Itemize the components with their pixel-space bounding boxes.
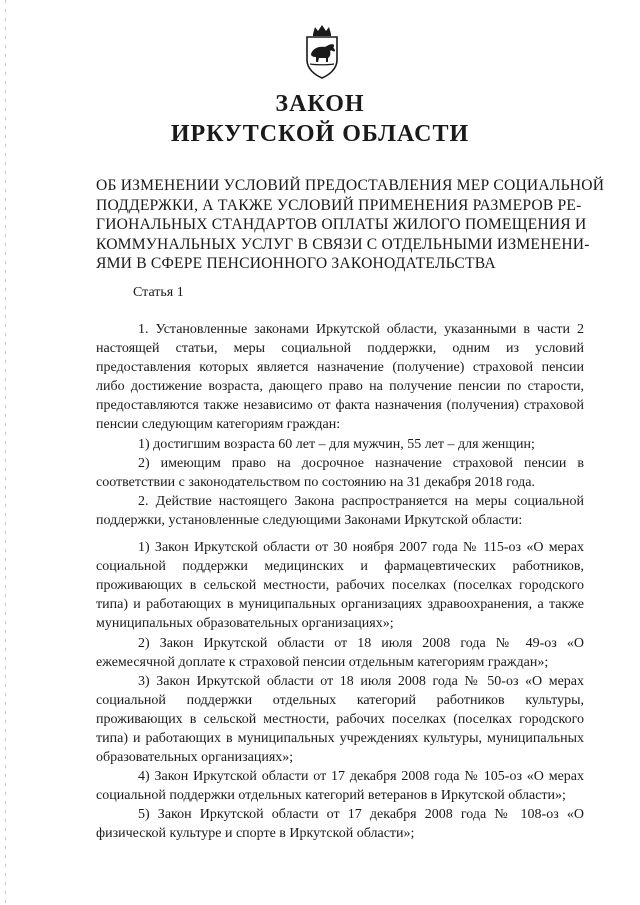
- law-subtitle: [96, 176, 605, 274]
- list-item: 5) Закон Иркутской области от 17 декабря 2008 года № 108-оз «О физической культуре и спорте в Иркутской области»;: [96, 807, 584, 842]
- subtitle-line: ГИОНАЛЬНЫХ СТАНДАРТОВ ОПЛАТЫ ЖИЛОГО ПОМЕЩЕНИЯ И: [96, 216, 587, 233]
- irkutsk-coat-of-arms-icon: [301, 24, 343, 80]
- subtitle-line: ЯМИ В СФЕРЕ ПЕНСИОННОГО ЗАКОНОДАТЕЛЬСТВА: [96, 255, 496, 272]
- list-item: 1) достигшим возраста 60 лет – для мужчин, 55 лет – для женщин;: [138, 436, 535, 452]
- list-item: 1) Закон Иркутской области от 30 ноября 2007 года № 115-оз «О мерах социальной поддержки медицинских и фармацевтических работников, проживающих в сельской местности, рабочих поселках (поселках городского типа) и работающих в муниципальных организациях здравоохранения, а также муниципальных образовательных организациях»;: [96, 540, 584, 632]
- article-heading: Статья 1: [133, 285, 184, 300]
- list-item: 2) Закон Иркутской области от 18 июля 2008 года № 49-оз «О ежемесячной доплате к страховой пенсии отдельным категориям граждан»;: [96, 635, 584, 670]
- law-title: ЗАКОН: [275, 91, 365, 117]
- list-item: 3) Закон Иркутской области от 18 июля 2008 года № 50-оз «О мерах социальной поддержки отдельных категорий работников культуры, проживающих в сельской местности, рабочих поселках (поселках городского типа) и работающих в муниципальных учреждениях культуры, муниципальных образовательных организациях»;: [96, 673, 584, 766]
- paragraph: 2. Действие настоящего Закона распространяется на меры социальной поддержки, установленные следующими Законами Иркутской области:: [96, 493, 584, 528]
- region-title: ИРКУТСКОЙ ОБЛАСТИ: [170, 121, 470, 147]
- subtitle-line: ОБ ИЗМЕНЕНИИ УСЛОВИЙ ПРЕДОСТАВЛЕНИЯ МЕР СОЦИАЛЬНОЙ: [96, 177, 605, 194]
- subtitle-line: ПОДДЕРЖКИ, А ТАКЖЕ УСЛОВИЙ ПРИМЕНЕНИЯ РАЗМЕРОВ РЕ-: [96, 196, 582, 214]
- subtitle-line: КОММУНАЛЬНЫХ УСЛУГ В СВЯЗИ С ОТДЕЛЬНЫМИ ИЗМЕНЕНИ-: [96, 235, 590, 253]
- article-body: [96, 320, 584, 844]
- paragraph: 1. Установленные законами Иркутской области, указанными в части 2 настоящей статьи, меры социальной поддержки, одним из условий предоставления которых является назначение (получение) страховой пенсии либо достижение возраста, дающего право на получение пенсии по старости, предоставляются также независимо от факта назначения (получения) страховой пенсии следующим категориям граждан:: [96, 322, 584, 433]
- list-item: 2) имеющим право на досрочное назначение страховой пенсии в соответствии с законодательством по состоянию на 31 декабря 2018 года.: [96, 455, 584, 490]
- list-item: 4) Закон Иркутской области от 17 декабря 2008 года № 105-оз «О мерах социальной поддержки отдельных категорий ветеранов в Иркутской области»;: [96, 769, 584, 804]
